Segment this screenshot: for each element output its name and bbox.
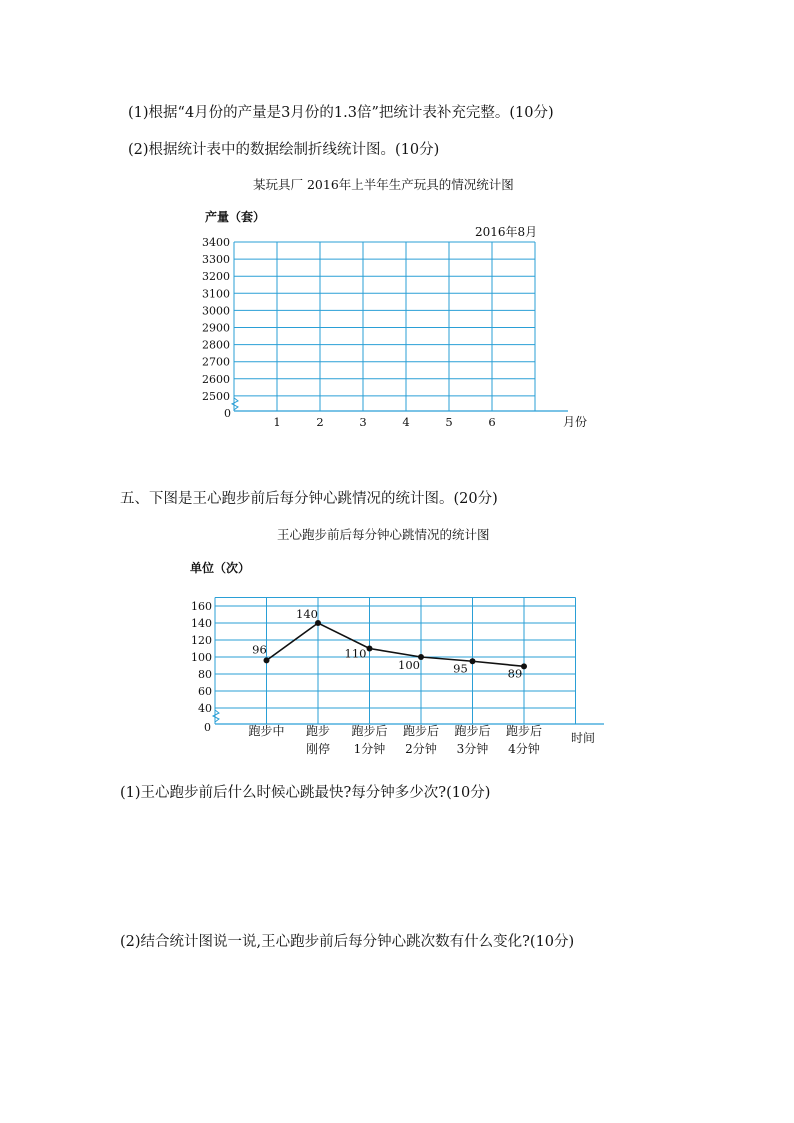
x-category-label: 2分钟: [405, 742, 437, 756]
x-category-label: 3分钟: [456, 742, 489, 756]
chart1-date-note: 2016年8月: [475, 225, 538, 239]
x-tick-label: 3: [359, 415, 367, 429]
q5-heading: 五、下图是王心跑步前后每分钟心跳情况的统计图。(20分): [120, 491, 498, 507]
data-point: [264, 657, 270, 663]
y-tick-label: 2900: [202, 321, 230, 335]
data-label: 100: [398, 658, 420, 672]
x-category-label: 跑步中: [248, 724, 285, 738]
chart1-xlabel: 月份: [563, 415, 588, 429]
x-tick-label: 2: [316, 415, 324, 429]
chart1-ylabel: 产量（套）: [205, 210, 266, 224]
x-tick-label: 6: [488, 415, 496, 429]
x-tick-label: 1: [273, 415, 281, 429]
y-tick-label: 140: [191, 617, 212, 630]
data-label: 140: [296, 607, 318, 621]
heart-rate-series-line: [267, 623, 525, 666]
chart1-title: 某玩具厂 2016年上半年生产玩具的情况统计图: [253, 177, 514, 192]
x-category-label: 1分钟: [353, 742, 386, 756]
q5-part1: (1)王心跑步前后什么时候心跳最快?每分钟多少次?(10分): [120, 785, 491, 801]
y-tick-label: 2700: [202, 355, 230, 369]
data-label: 89: [507, 666, 523, 681]
chart2-xlabel: 时间: [571, 731, 596, 745]
x-category-label: 刚停: [305, 742, 331, 756]
y-tick-label: 3400: [202, 236, 230, 249]
x-category-label: 4分钟: [508, 742, 540, 756]
y-tick-label: 40: [198, 702, 212, 715]
x-category-label: 跑步后: [351, 724, 388, 738]
data-label: 110: [344, 646, 367, 661]
x-category-label: 跑步: [305, 724, 331, 738]
y-tick-label: 2800: [202, 338, 230, 352]
chart2-zero-label: 0: [204, 721, 211, 734]
y-tick-label: 80: [198, 668, 212, 681]
y-tick-label: 100: [191, 651, 212, 664]
y-tick-label: 3200: [202, 270, 230, 284]
x-category-label: 跑步后: [505, 724, 543, 738]
y-tick-label: 120: [191, 634, 212, 647]
y-tick-label: 3300: [202, 253, 230, 267]
q1-part1: (1)根据“4月份的产量是3月份的1.3倍”把统计表补充完整。(10分): [128, 105, 554, 121]
x-tick-label: 4: [402, 415, 410, 429]
x-category-label: 跑步后: [454, 724, 491, 738]
q1-part2: (2)根据统计表中的数据绘制折线统计图。(10分): [128, 142, 440, 158]
y-tick-label: 2500: [202, 389, 230, 403]
y-tick-label: 60: [198, 685, 212, 698]
x-category-label: 跑步后: [402, 724, 440, 738]
chart1-zero-label: 0: [224, 407, 231, 420]
x-tick-label: 5: [445, 415, 453, 429]
data-point: [367, 646, 373, 652]
y-tick-label: 2600: [202, 372, 230, 386]
axis-break-mark: [213, 710, 219, 722]
data-label: 95: [453, 661, 468, 676]
y-tick-label: 160: [191, 600, 212, 613]
q5-part2: (2)结合统计图说一说,王心跑步前后每分钟心跳次数有什么变化?(10分): [120, 934, 575, 950]
chart2-title: 王心跑步前后每分钟心跳情况的统计图: [277, 527, 490, 542]
y-tick-label: 3000: [202, 304, 230, 318]
data-point: [470, 658, 476, 664]
data-label: 96: [252, 642, 267, 657]
chart2-ylabel: 单位（次）: [190, 561, 251, 575]
y-tick-label: 3100: [202, 287, 230, 301]
